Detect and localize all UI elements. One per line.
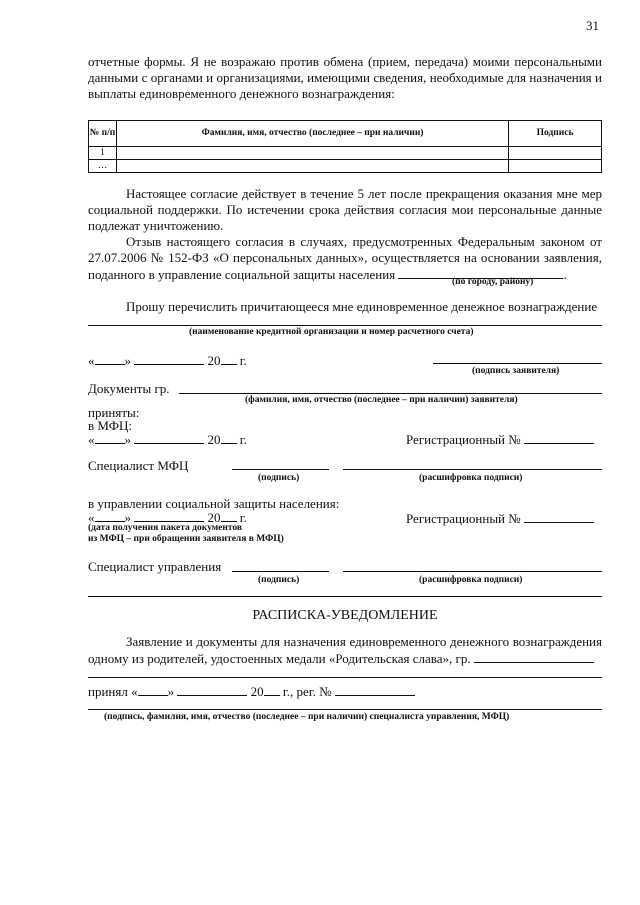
registration-number-field[interactable] (524, 431, 594, 444)
final-caption: (подпись, фамилия, имя, отчество (последнее – при наличии) специалиста управления, МФЦ) (104, 712, 510, 722)
year-prefix: 20 (207, 432, 221, 447)
date-quote-close: » (124, 510, 131, 525)
page-number: 31 (586, 18, 599, 33)
year-suffix: г. (239, 432, 247, 447)
date-quote-close: » (124, 353, 131, 368)
table-row (89, 160, 602, 173)
dept-specialist-label: Специалист управления (88, 559, 222, 574)
year-field[interactable] (221, 352, 237, 365)
date-quote-open: « (88, 510, 95, 525)
receipt-reg-number-field[interactable] (335, 683, 415, 696)
mfc-specialist-label: Специалист МФЦ (88, 458, 189, 473)
accepted-label: приняты: (88, 405, 140, 420)
table-header-fio: Фамилия, имя, отчество (последнее – при наличии) (116, 121, 508, 147)
year-prefix: 20 (250, 684, 264, 699)
documents-fio-field[interactable] (179, 393, 602, 394)
decoding-caption: (расшифровка подписи) (419, 473, 523, 483)
withdrawal-paragraph (88, 234, 602, 283)
accepted-by-label: принял (88, 684, 128, 699)
accepted-by-row (88, 683, 415, 700)
documents-fio-caption: (фамилия, имя, отчество (последнее – при наличии) заявителя) (245, 395, 518, 405)
month-field[interactable] (134, 509, 204, 522)
year-prefix: 20 (207, 353, 221, 368)
package-date-caption-2: из МФЦ – при обращении заявителя в МФЦ) (88, 534, 284, 544)
mfc-date (88, 431, 247, 448)
day-field[interactable] (138, 683, 168, 696)
table-cell: 1 (89, 147, 117, 160)
mfc-specialist-decoding-field[interactable] (343, 469, 602, 470)
table-cell[interactable] (116, 160, 508, 173)
year-field[interactable] (264, 683, 280, 696)
social-dept-label: в управлении социальной защиты населения: (88, 496, 340, 511)
receipt-fio-field[interactable] (474, 650, 594, 663)
documents-label: Документы гр. (88, 381, 170, 396)
receipt-text: Заявление и документы для назначения единовременного денежного вознаграждения одному из родителей, удостоенных медали «Родительская слава», гр. (88, 634, 602, 666)
registration-number-field[interactable] (524, 510, 594, 523)
table-header-signature: Подпись (509, 121, 602, 147)
table-cell[interactable] (509, 147, 602, 160)
applicant-date (88, 352, 247, 369)
month-field[interactable] (134, 352, 204, 365)
intro-paragraph: отчетные формы. Я не возражаю против обмена (прием, передача) моими персональными данными с органами и организациями, имеющими сведения, необходимые для назначения и выплаты единовременного денежного вознаграждения: (88, 54, 602, 101)
registration-label: Регистрационный № (406, 432, 521, 447)
table-cell[interactable] (509, 160, 602, 173)
year-suffix: г. (239, 510, 247, 525)
registration-label: Регистрационный № (406, 511, 521, 526)
section-divider (88, 596, 602, 597)
year-field[interactable] (221, 431, 237, 444)
mfc-label: в МФЦ: (88, 418, 133, 433)
table-header-number: № п/п (89, 121, 117, 147)
withdrawal-end: . (563, 267, 567, 282)
bank-details-field[interactable] (88, 325, 602, 326)
date-quote-open: « (88, 353, 95, 368)
bank-caption: (наименование кредитной организации и номер расчетного счета) (189, 327, 474, 337)
final-signature-field[interactable] (88, 709, 602, 710)
year-prefix: 20 (207, 510, 221, 525)
mfc-registration (406, 431, 594, 448)
consent-paragraph: Настоящее согласие действует в течение 5 лет после прекращения оказания мне мер социальной поддержки. По истечении срока действия согласия мои персональные данные подлежат уничтожению. (88, 186, 602, 233)
year-suffix: г. (239, 353, 247, 368)
signatures-table (88, 120, 602, 173)
dept-registration (406, 510, 594, 527)
mfc-specialist-signature-field[interactable] (232, 469, 329, 470)
city-district-caption: (по городу, району) (452, 277, 534, 287)
year-field[interactable] (221, 509, 237, 522)
table-cell: … (89, 160, 117, 173)
date-quote-close: » (124, 432, 131, 447)
signature-caption: (подпись) (258, 473, 300, 483)
receipt-continuation-field[interactable] (88, 677, 602, 678)
receipt-paragraph (88, 634, 602, 667)
day-field[interactable] (95, 352, 125, 365)
package-date-caption-1: (дата получения пакета документов (88, 523, 243, 533)
reg-label: г., рег. № (282, 684, 332, 699)
dept-specialist-signature-field[interactable] (232, 571, 329, 572)
month-field[interactable] (177, 683, 247, 696)
applicant-signature-field[interactable] (433, 363, 602, 364)
receipt-title: РАСПИСКА-УВЕДОМЛЕНИЕ (252, 608, 438, 623)
decoding-caption: (расшифровка подписи) (419, 575, 523, 585)
signature-caption: (подпись) (258, 575, 300, 585)
table-header-row (89, 121, 602, 147)
applicant-signature-caption: (подпись заявителя) (472, 366, 560, 376)
date-quote-open: « (88, 432, 95, 447)
month-field[interactable] (134, 431, 204, 444)
table-cell[interactable] (116, 147, 508, 160)
date-quote-close: » (167, 684, 175, 699)
day-field[interactable] (95, 509, 125, 522)
transfer-request-text: Прошу перечислить причитающееся мне единовременное денежное вознаграждение (126, 299, 598, 314)
dept-specialist-decoding-field[interactable] (343, 571, 602, 572)
day-field[interactable] (95, 431, 125, 444)
date-quote-open: « (131, 684, 138, 699)
table-row (89, 147, 602, 160)
withdrawal-text: Отзыв настоящего согласия в случаях, предусмотренных Федеральным законом от 27.07.2006 № 152-ФЗ «О персональных данных», осуществляется на основании заявления, поданного в управление социальной защиты населения (88, 234, 602, 282)
